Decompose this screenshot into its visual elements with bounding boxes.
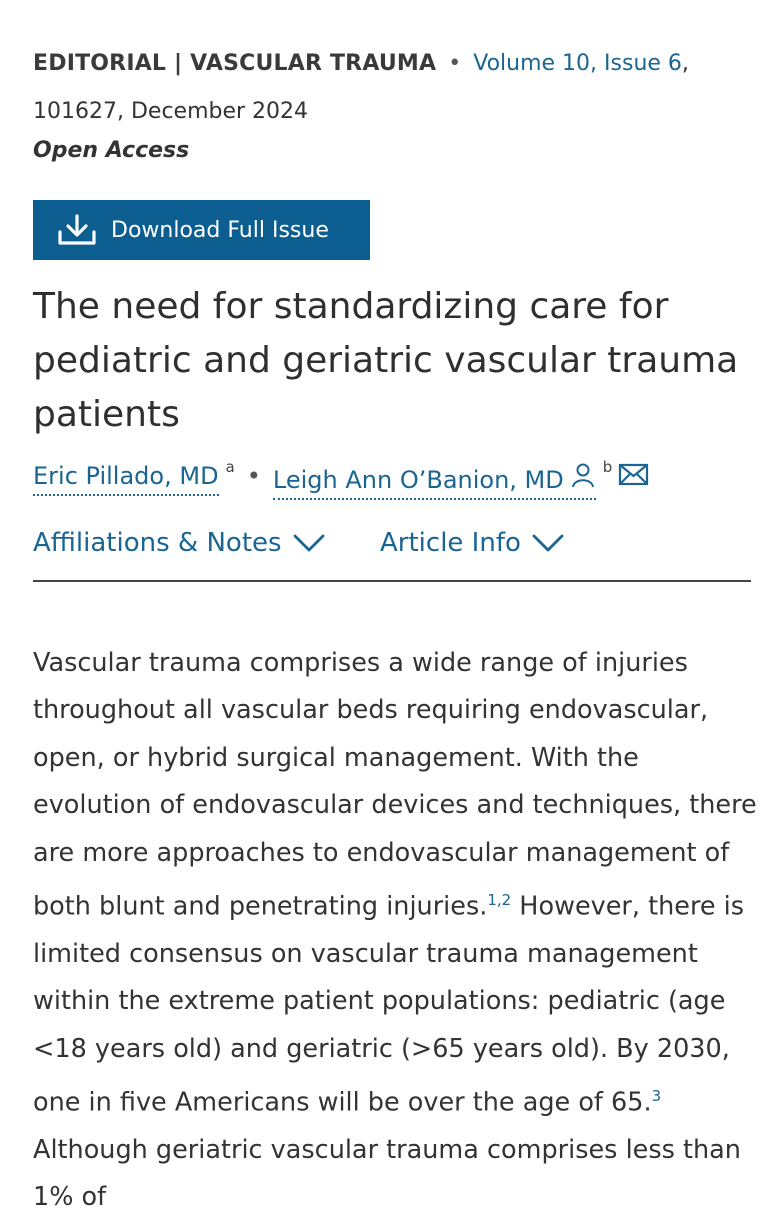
body-text-1: Vascular trauma comprises a wide range of injuries throughout all vascular beds requiring endovascular, open, or hybrid surgical management. With the evolution of endovascular devices and techniques, there are more approaches to endovascular management of both blunt and penetrating injuries. [33, 648, 757, 922]
meta-separator: • [448, 51, 462, 76]
tab-affiliations-notes[interactable] [33, 528, 326, 558]
author-affiliation-sup: a [225, 458, 235, 476]
reference-link[interactable]: 3 [651, 1087, 662, 1106]
download-icon [57, 214, 97, 246]
body-text-2: However, there is limited consensus on vascular trauma management within the extreme patient populations: pediatric (age <18 years old) and geriatric (>65 years old). By 2030, one in five Americans will be over the age of 65. [33, 891, 745, 1118]
citation-info: , 101627, December 2024 [33, 51, 689, 124]
body-text-3: Although geriatric vascular trauma comprises less than 1% of [33, 1135, 741, 1213]
chevron-down-icon [292, 532, 326, 554]
open-access-label: Open Access [33, 138, 190, 163]
author-list [33, 458, 650, 500]
download-full-issue-button[interactable] [33, 200, 370, 260]
article-body-paragraph [33, 640, 758, 1222]
author-affiliation-sup: b [602, 458, 613, 476]
tab-label: Affiliations & Notes [33, 528, 282, 558]
article-tabs [33, 528, 751, 582]
author-link-obanion[interactable] [273, 462, 596, 500]
author-name-obanion: Leigh Ann O’Banion, MD [272, 466, 564, 494]
download-button-label: Download Full Issue [111, 217, 329, 243]
article-category: EDITORIAL | VASCULAR TRAUMA [33, 51, 437, 76]
article-title: The need for standardizing care for pediatric and geriatric vascular trauma patients [33, 286, 739, 435]
tab-article-info[interactable] [380, 528, 565, 558]
person-icon [570, 462, 596, 488]
reference-link[interactable]: 1,2 [487, 891, 512, 910]
article-meta [33, 40, 763, 136]
author-separator: • [246, 462, 261, 490]
email-icon[interactable] [618, 462, 650, 488]
author-link-pillado[interactable]: Eric Pillado, MD [33, 462, 219, 496]
tab-label: Article Info [380, 528, 521, 558]
volume-issue-link[interactable]: Volume 10, Issue 6 [473, 51, 682, 76]
chevron-down-icon [531, 532, 565, 554]
